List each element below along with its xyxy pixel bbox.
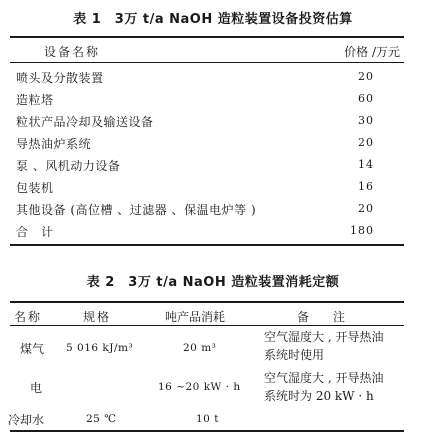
- table2-bottom-rule: [10, 430, 404, 432]
- table2-row-name: 电: [30, 381, 43, 395]
- table1-row: [10, 198, 404, 220]
- equipment-name: 其他设备 (高位槽 、过滤器 、保温电炉等 ): [16, 203, 257, 217]
- table2-caption: 表 2 3万 t/a NaOH 造粒装置消耗定额: [86, 275, 340, 290]
- table1-row: [10, 66, 404, 88]
- equipment-price: 30: [358, 114, 374, 127]
- table1-header-price: 价格 /万元: [344, 45, 400, 59]
- table2-row-note: [264, 369, 414, 405]
- table1-header-name: 设备名称: [44, 45, 101, 59]
- table2-row-spec: 5 016 kJ/m³: [66, 342, 134, 354]
- total-price: 180: [350, 224, 374, 237]
- table2-header-note: 备 注: [297, 310, 352, 324]
- table1-row: [10, 110, 404, 132]
- equipment-price: 20: [358, 70, 374, 83]
- equipment-name: 泵 、风机动力设备: [16, 159, 121, 173]
- note-line: 系统时为 20 kW · h: [264, 389, 374, 403]
- table1-header-rule: [10, 62, 404, 63]
- note-line: 空气湿度大 , 开导热油: [264, 330, 384, 344]
- table2-row-consumption: 10 t: [196, 413, 219, 425]
- equipment-price: 20: [358, 136, 374, 149]
- table1-row: [10, 88, 404, 110]
- equipment-name: 包装机: [16, 181, 54, 195]
- table2-row-spec: 25 ℃: [86, 413, 117, 425]
- equipment-price: 14: [358, 158, 374, 171]
- equipment-name: 导热油炉系统: [16, 137, 92, 151]
- table1-top-rule: [10, 36, 404, 38]
- note-line: 系统时使用: [264, 348, 325, 362]
- table1-total-row: [10, 220, 404, 242]
- equipment-name: 喷头及分散装置: [16, 71, 104, 85]
- table2-row-name: 冷却水: [8, 413, 45, 427]
- table2-header-name: 名称: [14, 310, 43, 324]
- equipment-price: 60: [358, 92, 374, 105]
- equipment-name: 造粒塔: [16, 93, 54, 107]
- table2-header-rule: [10, 325, 404, 326]
- table1-bottom-rule: [10, 244, 404, 246]
- table2-row-consumption: 16 ~20 kW · h: [158, 381, 241, 393]
- table2-row-consumption: 20 m³: [183, 342, 217, 354]
- table1-row: [10, 154, 404, 176]
- equipment-name: 粒状产品冷却及输送设备: [16, 115, 154, 129]
- table1-row: [10, 176, 404, 198]
- table2-row-note: [264, 328, 414, 364]
- note-line: 空气湿度大 , 开导热油: [264, 371, 384, 385]
- table2-header-spec: 规格: [83, 310, 112, 324]
- table1-caption: 表 1 3万 t/a NaOH 造粒装置设备投资估算: [73, 12, 353, 27]
- table2-row-name: 煤气: [20, 342, 45, 356]
- table2-header-consumption: 吨产品消耗: [165, 310, 226, 324]
- equipment-price: 16: [358, 180, 374, 193]
- equipment-price: 20: [358, 202, 374, 215]
- total-label: 合 计: [16, 225, 54, 239]
- table2-top-rule: [10, 301, 404, 303]
- table1-row: [10, 132, 404, 154]
